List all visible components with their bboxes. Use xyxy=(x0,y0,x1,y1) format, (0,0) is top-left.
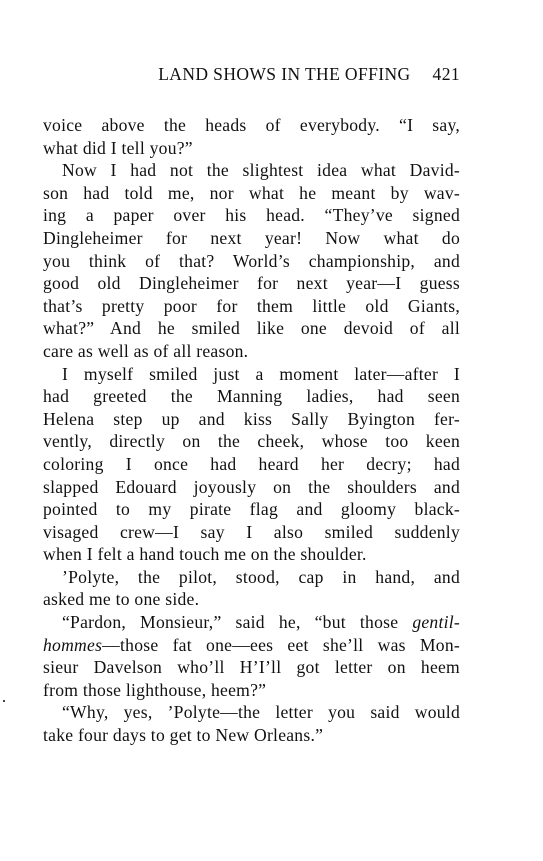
text-line xyxy=(43,182,460,205)
text-line xyxy=(43,363,460,386)
italic-word: gentil- xyxy=(412,612,460,633)
line-text: that’s pretty poor for them little old Giants, xyxy=(43,295,460,316)
line-text: asked me to one side. xyxy=(43,589,200,610)
line-text: from those lighthouse, heem?” xyxy=(43,679,267,700)
line-text: Helena step up and kiss Sally Byington fer- xyxy=(43,408,460,429)
line-text: ing a paper over his head. “They’ve signed xyxy=(43,205,460,226)
text-line xyxy=(43,634,460,657)
text-line xyxy=(43,543,460,566)
line-text: Dingleheimer for next year! Now what do xyxy=(43,227,460,248)
line-text: good old Dingleheimer for next year—I guess xyxy=(43,273,460,294)
text-line xyxy=(43,204,460,227)
line-text: Now I had not the slightest idea what David- xyxy=(62,160,460,181)
text-line xyxy=(43,611,460,634)
text-line xyxy=(43,588,460,611)
text-line xyxy=(43,408,460,431)
text-line xyxy=(43,340,460,363)
line-text: slapped Edouard joyously on the shoulders and xyxy=(43,476,460,497)
text-line xyxy=(43,385,460,408)
text-line xyxy=(43,498,460,521)
text-line xyxy=(43,227,460,250)
text-line xyxy=(43,476,460,499)
text-line xyxy=(43,521,460,544)
body-text xyxy=(43,114,460,747)
line-text: son had told me, nor what he meant by wav- xyxy=(43,182,460,203)
line-text: voice above the heads of everybody. “I say, xyxy=(43,115,460,135)
book-page xyxy=(43,64,460,747)
text-line xyxy=(43,566,460,589)
line-text: take four days to get to New Orleans.” xyxy=(43,725,324,746)
line-text: you think of that? World’s championship, and xyxy=(43,250,460,271)
line-text: when I felt a hand touch me on the shoulder. xyxy=(43,544,367,565)
line-text: —those fat one—ees eet she’ll was Mon- xyxy=(102,634,460,655)
line-text: what?” And he smiled like one devoid of all xyxy=(43,318,460,339)
line-text: care as well as of all reason. xyxy=(43,340,249,361)
line-text: “Why, yes, ’Polyte—the letter you said would xyxy=(62,702,460,723)
line-text: vently, directly on the cheek, whose too keen xyxy=(43,431,460,452)
line-text: had greeted the Manning ladies, had seen xyxy=(43,386,460,407)
page-number: 421 xyxy=(432,64,460,84)
italic-word: hommes xyxy=(43,634,103,655)
line-text: coloring I once had heard her decry; had xyxy=(43,453,460,474)
text-line xyxy=(43,114,460,137)
text-line xyxy=(43,317,460,340)
text-line xyxy=(43,250,460,273)
line-text: sieur Davelson who’ll H’I’ll got letter on heem xyxy=(43,657,460,678)
text-line xyxy=(43,701,460,724)
text-line xyxy=(43,724,460,747)
text-line xyxy=(43,137,460,160)
text-line xyxy=(43,159,460,182)
line-text: ’Polyte, the pilot, stood, cap in hand, and xyxy=(62,566,460,587)
text-line xyxy=(43,656,460,679)
line-text: “Pardon, Monsieur,” said he, “but those xyxy=(62,612,413,633)
margin-speck xyxy=(3,700,5,702)
running-head xyxy=(43,64,460,90)
text-line xyxy=(43,272,460,295)
line-text: what did I tell you?” xyxy=(43,137,193,158)
text-line xyxy=(43,430,460,453)
running-head-title: LAND SHOWS IN THE OFFING xyxy=(158,64,411,84)
line-text: pointed to my pirate flag and gloomy black- xyxy=(43,499,460,520)
line-text: visaged crew—I say I also smiled suddenly xyxy=(43,521,460,542)
text-line xyxy=(43,679,460,702)
line-text: I myself smiled just a moment later—after I xyxy=(62,363,460,384)
text-line xyxy=(43,453,460,476)
text-line xyxy=(43,295,460,318)
